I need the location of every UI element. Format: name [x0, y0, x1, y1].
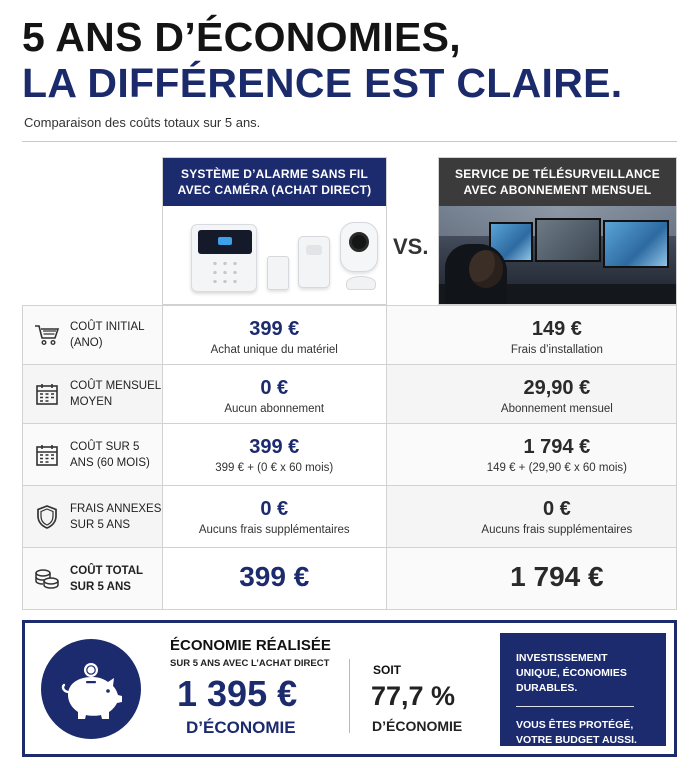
savings-soit-label: SOIT: [373, 663, 402, 677]
table-row: [23, 485, 676, 547]
page-title: [22, 14, 623, 106]
shield-icon: [33, 503, 61, 531]
option-a-cell: [163, 486, 387, 547]
row-label-text: COÛT INITIAL (ANO): [70, 321, 145, 349]
table-row: [23, 364, 676, 423]
table-row: [23, 423, 676, 485]
savings-heading: ÉCONOMIE RÉALISÉE: [170, 637, 331, 654]
monitor-screen: [603, 220, 669, 268]
row-label: [23, 365, 163, 423]
option-b-value: 149 €: [531, 318, 582, 340]
row-label: [23, 424, 163, 485]
option-b-title: SERVICE DE TÉLÉSURVEILLANCE AVEC ABONNEMENT MENSUEL: [439, 158, 676, 206]
door-sensor: [267, 256, 289, 290]
shopping-cart-icon: [33, 321, 61, 349]
security-camera: [340, 222, 378, 272]
savings-percent-caption: D’ÉCONOMIE: [372, 718, 463, 734]
calendar-icon: [33, 380, 61, 408]
option-a-note: 399 € + (0 € x 60 mois): [215, 462, 334, 474]
monitoring-center-photo: [439, 206, 676, 304]
option-b-note: Frais d’installation: [510, 344, 603, 356]
versus-label: VS.: [393, 234, 429, 259]
row-label: [23, 486, 163, 547]
title-divider: [22, 141, 677, 142]
row-label: [23, 306, 163, 364]
row-label-text: COÛT SUR 5 ANS (60 MOIS): [70, 440, 150, 469]
option-b-note: Aucuns frais supplémentaires: [481, 524, 633, 536]
option-a-value: 0 €: [260, 498, 289, 520]
option-b-cell: [438, 548, 676, 609]
option-b-value: 29,90 €: [523, 377, 591, 399]
option-a-cell: [163, 424, 387, 485]
option-b-cell: [438, 365, 676, 423]
coins-icon: [33, 565, 61, 593]
callout-line-1: INVESTISSEMENT UNIQUE, ÉCONOMIES DURABLES.: [516, 652, 627, 694]
savings-percent: 77,7 %: [371, 681, 456, 711]
alarm-keypad: [191, 224, 257, 292]
option-a-value: 0 €: [260, 377, 289, 399]
option-b-note: Abonnement mensuel: [500, 403, 613, 415]
page-subtitle: Comparaison des coûts totaux sur 5 ans.: [24, 115, 261, 130]
option-a-value: 399 €: [249, 318, 300, 340]
table-row-total: [23, 547, 676, 609]
option-b-cell: [438, 486, 676, 547]
savings-amount: 1 395 €: [177, 673, 298, 714]
title-line-2: LA DIFFÉRENCE EST CLAIRE.: [22, 60, 623, 106]
option-a-title: SYSTÈME D’ALARME SANS FIL AVEC CAMÉRA (ACHAT DIRECT): [163, 158, 386, 206]
operator-figure: [445, 244, 507, 304]
option-b-value: 1 794 €: [523, 436, 591, 458]
option-a-total: 399 €: [239, 561, 310, 592]
piggy-bank-icon: [41, 639, 141, 739]
table-row: [23, 305, 676, 364]
savings-callout: [500, 633, 666, 746]
option-b-cell: [438, 306, 676, 364]
title-line-1: 5 ANS D’ÉCONOMIES,: [22, 14, 462, 60]
row-label-text: COÛT TOTAL SUR 5 ANS: [70, 564, 143, 593]
savings-amount-caption: D’ÉCONOMIE: [186, 718, 296, 737]
option-b-total: 1 794 €: [510, 561, 604, 592]
alarm-devices-image: [163, 206, 386, 304]
option-a-cell: [163, 306, 387, 364]
calendar-icon: [33, 441, 61, 469]
row-label: [23, 548, 163, 609]
savings-subheading: SUR 5 ANS AVEC L’ACHAT DIRECT: [170, 658, 330, 669]
option-a-cell: [163, 365, 387, 423]
savings-summary: [22, 620, 677, 757]
row-label-text: FRAIS ANNEXES SUR 5 ANS: [70, 502, 162, 531]
callout-divider: [516, 706, 634, 707]
option-b-note: 149 € + (29,90 € x 60 mois): [486, 462, 628, 474]
option-a-note: Achat unique du matériel: [210, 344, 338, 356]
option-a-note: Aucun abonnement: [224, 403, 325, 415]
row-label-text: COÛT MENSUEL MOYEN: [70, 380, 161, 408]
cctv-monitor-screen: [535, 218, 601, 262]
option-a-header: [162, 157, 387, 305]
camera-base: [346, 276, 376, 290]
savings-divider: [349, 659, 350, 733]
option-a-cell: [163, 548, 387, 609]
option-a-value: 399 €: [249, 436, 300, 458]
comparison-table: [22, 305, 677, 610]
callout-line-2: VOUS ÊTES PROTÉGÉ, VOTRE BUDGET AUSSI.: [516, 719, 637, 746]
option-b-value: 0 €: [542, 498, 571, 520]
motion-sensor: [298, 236, 330, 288]
option-b-cell: [438, 424, 676, 485]
option-b-header: [438, 157, 677, 305]
option-a-note: Aucuns frais supplémentaires: [198, 524, 350, 536]
